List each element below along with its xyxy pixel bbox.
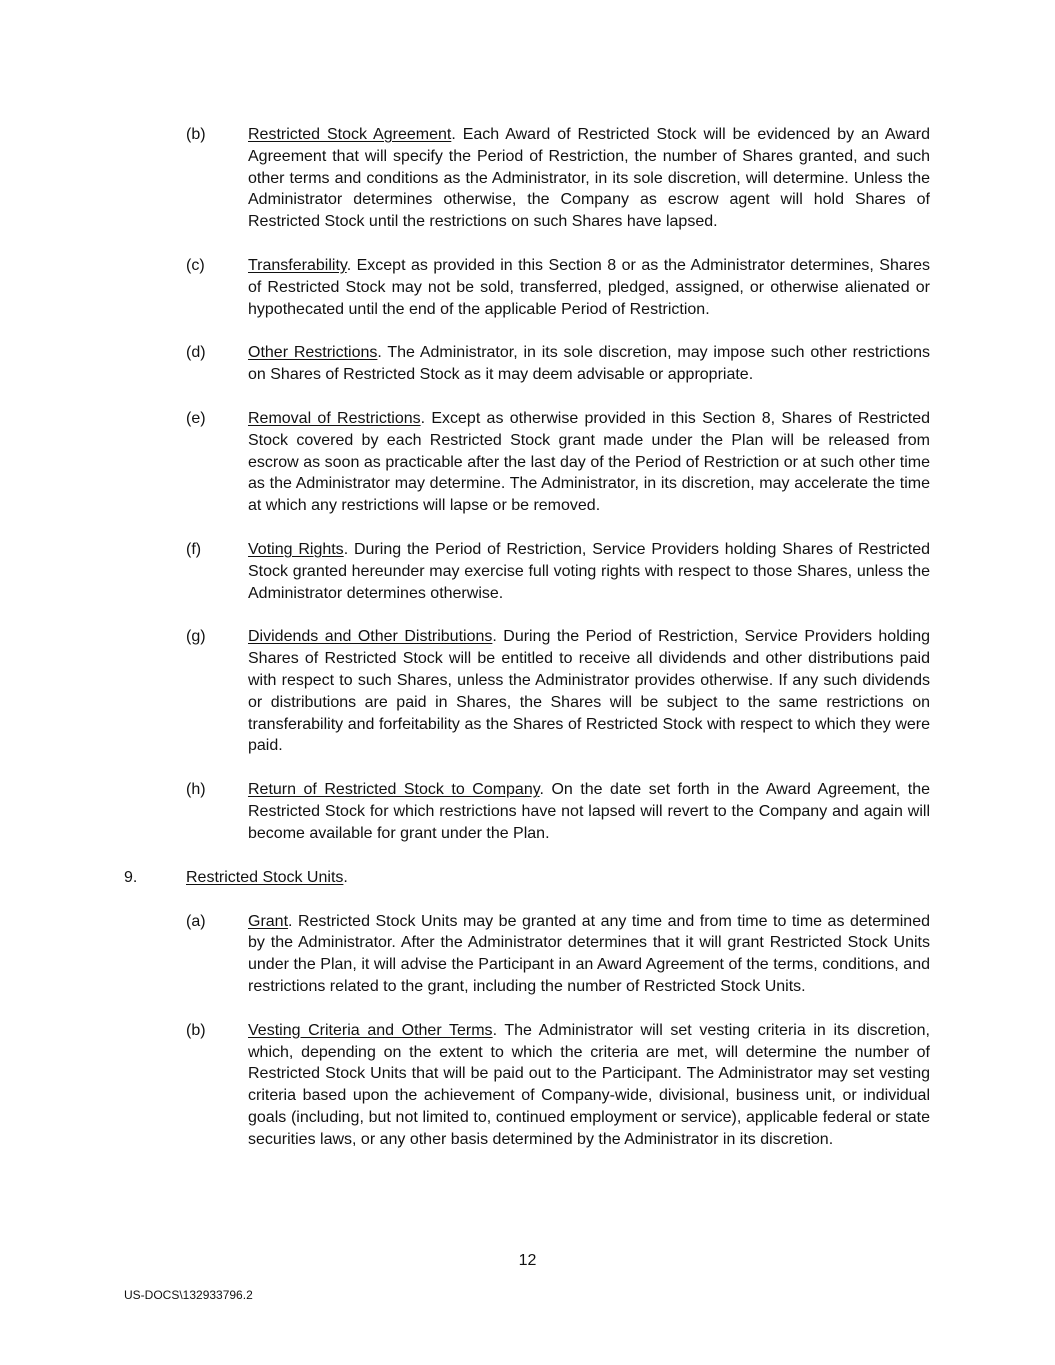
item-title: Voting Rights	[248, 540, 344, 558]
item-text: . The Administrator, in its sole discretion, may impose such other restrictions on Shares of Restricted Stock as it may deem advisable or appropriate.	[248, 344, 931, 384]
section-item-b	[0, 124, 1055, 233]
item-marker: (e)	[186, 409, 206, 427]
item-text: . Except as provided in this Section 8 or as the Administrator determines, Shares of Restricted Stock may not be sold, transferred, pledged, assigned, or otherwise alienated or hypothecated until the end of the applicable Period of Restriction.	[248, 256, 930, 318]
item-marker: (a)	[186, 912, 206, 930]
section-9-heading	[0, 867, 1055, 889]
item-text: . During the Period of Restriction, Service Providers holding Shares of Restricted Stock granted hereunder may exercise full voting rights with respect to those Shares, unless the Administrator determines otherwise.	[248, 540, 930, 602]
item-text: . Except as otherwise provided in this Section 8, Shares of Restricted Stock covered by each Restricted Stock grant made under the Plan will be released from escrow as soon as practicable after the last day of the Period of Restriction or at such other time as the Administrator may determine. The Administrator, in its discretion, may accelerate the time at which any restrictions will lapse or be removed.	[248, 409, 930, 515]
section-item-g	[0, 626, 1055, 757]
document-id: US-DOCS\132933796.2	[124, 1288, 253, 1302]
item-title: Transferability	[248, 256, 347, 274]
item-body	[248, 255, 930, 320]
section-title-text: Restricted Stock Units	[186, 868, 344, 886]
section-9-item-a	[0, 911, 1055, 998]
item-title: Removal of Restrictions	[248, 409, 421, 427]
item-title: Restricted Stock Agreement	[248, 126, 452, 143]
item-body	[248, 408, 930, 517]
document-body	[0, 124, 1055, 1172]
item-body	[248, 539, 930, 604]
item-body	[248, 124, 930, 233]
item-text: . Each Award of Restricted Stock will be evidenced by an Award Agreement that will specify the Period of Restriction, the number of Shares granted, and such other terms and conditions as the Administrator, in its sole discretion, will determine. Unless the Administrator determines otherwise, the Company as escrow agent will hold Shares of Restricted Stock until the restrictions on such Shares have lapsed.	[248, 126, 930, 231]
section-item-e	[0, 408, 1055, 517]
section-9-item-b	[0, 1020, 1055, 1151]
item-marker: (d)	[186, 344, 206, 362]
section-item-c	[0, 255, 1055, 320]
item-marker: (b)	[186, 1021, 206, 1039]
section-item-d	[0, 342, 1055, 386]
section-number: 9.	[124, 868, 138, 886]
item-title: Vesting Criteria and Other Terms	[248, 1021, 493, 1039]
item-title: Other Restrictions	[248, 344, 378, 362]
item-title: Grant	[248, 912, 289, 930]
item-body	[248, 911, 930, 998]
item-marker: (b)	[186, 126, 206, 143]
item-body	[248, 342, 930, 386]
section-item-f	[0, 539, 1055, 604]
item-body	[248, 779, 930, 844]
section-title	[186, 867, 348, 889]
item-title: Dividends and Other Distributions	[248, 628, 493, 646]
item-body	[248, 1020, 930, 1151]
item-title: Return of Restricted Stock to Company	[248, 781, 540, 799]
section-title-suffix: .	[343, 868, 348, 886]
item-marker: (h)	[186, 781, 206, 799]
section-item-h	[0, 779, 1055, 844]
item-text: . During the Period of Restriction, Service Providers holding Shares of Restricted Stock will be entitled to receive all dividends and other distributions paid with respect to such Shares, unless the Administrator provides otherwise. If any such dividends or distributions are paid in Shares, the Shares will be subject to the same restrictions on transferability and forfeitability as the Shares of Restricted Stock with respect to which they were paid.	[248, 628, 930, 755]
page-number: 12	[518, 1252, 537, 1269]
item-text: . The Administrator will set vesting criteria in its discretion, which, depending on the extent to which the criteria are met, will determine the number of Restricted Stock Units that will be paid out to the Participant. The Administrator may set vesting criteria based upon the achievement of Company-wide, divisional, business unit, or individual goals (including, but not limited to, continued employment or service), applicable federal or state securities laws, or any other basis determined by the Administrator in its discretion.	[248, 1021, 930, 1148]
item-body	[248, 626, 930, 757]
item-marker: (g)	[186, 628, 206, 646]
item-text: . Restricted Stock Units may be granted at any time and from time to time as determined by the Administrator. After the Administrator determines that it will grant Restricted Stock Units under the Plan, it will advise the Participant in an Award Agreement of the terms, conditions, and restrictions related to the grant, including the number of Restricted Stock Units.	[248, 912, 930, 995]
item-text: . On the date set forth in the Award Agreement, the Restricted Stock for which restrictions have not lapsed will revert to the Company and again will become available for grant under the Plan.	[248, 781, 930, 842]
item-marker: (c)	[186, 256, 205, 274]
item-marker: (f)	[186, 540, 202, 558]
